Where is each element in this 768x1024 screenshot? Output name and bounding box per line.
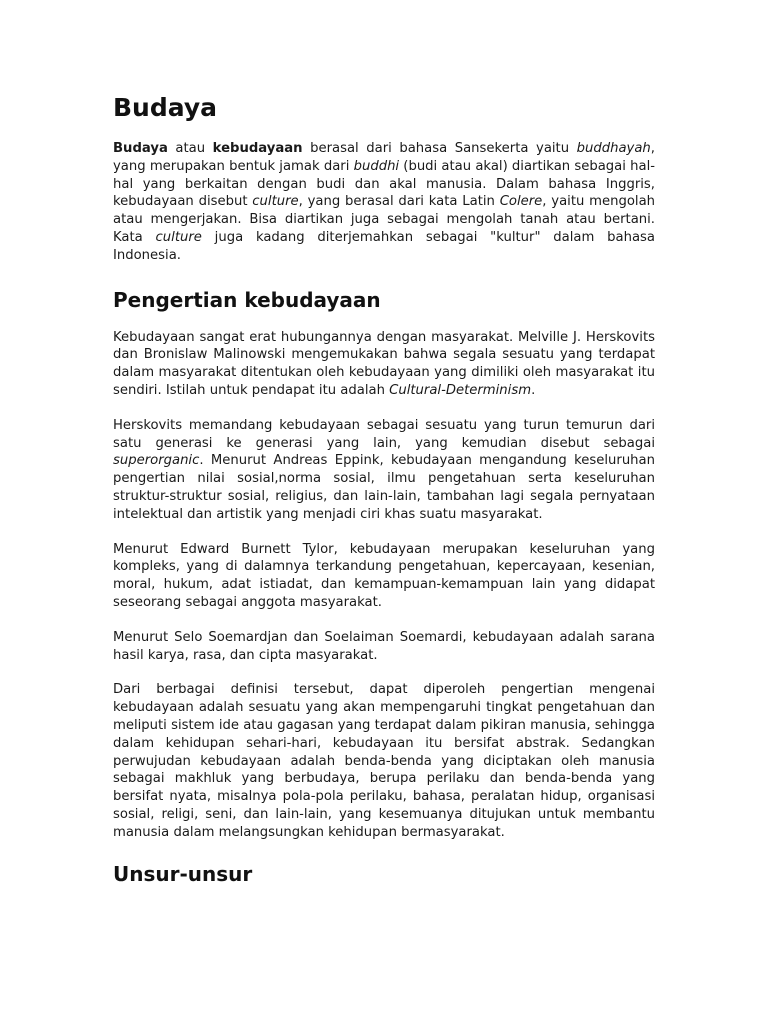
page-title: Budaya (113, 93, 218, 122)
paragraph-pengertian-4: Menurut Selo Soemardjan dan Soelaiman Soemardi, kebudayaan adalah sarana hasil karya, rasa, dan cipta masyarakat. (113, 629, 655, 663)
word-buddhi: buddhi (353, 158, 400, 174)
word-colere: Colere (499, 194, 543, 210)
section-heading-unsur: Unsur-unsur (113, 861, 253, 886)
term-superorganic: superorganic (113, 453, 200, 469)
paragraph-pengertian-1: Kebudayaan sangat erat hubungannya dengan masyarakat. Melville J. Herskovits dan Bronislaw Malinowski mengemukakan bahwa segala sesuatu yang terdapat dalam masyarakat ditentukan oleh kebudayaan yang dimiliki oleh masyarakat itu sendiri. Istilah untuk pendapat itu adalah Cultural-Determinism. (113, 329, 655, 398)
word-culture-2: culture (155, 229, 202, 245)
term-budaya: Budaya (113, 141, 168, 156)
intro-paragraph: Budaya atau kebudayaan berasal dari bahasa Sansekerta yaitu buddhayah, yang merupakan bentuk jamak dari buddhi (budi atau akal) diartikan sebagai hal-hal yang berkaitan dengan budi dan akal manusia. Dalam bahasa Inggris, kebudayaan disebut culture, yang berasal dari kata Latin Colere, yaitu mengolah atau mengerjakan. Bisa diartikan juga sebagai mengolah tanah atau bertani. Kata culture juga kadang diterjemahkan sebagai "kultur" dalam bahasa Indonesia. (113, 141, 656, 263)
paragraph-pengertian-5: Dari berbagai definisi tersebut, dapat diperoleh pengertian mengenai kebudayaan adalah sesuatu yang akan mempengaruhi tingkat pengetahuan dan meliputi sistem ide atau gagasan yang terdapat dalam pikiran manusia, sehingga dalam kehidupan sehari-hari, kebudayaan itu bersifat abstrak. Sedangkan perwujudan kebudayaan adalah benda-benda yang diciptakan oleh manusia sebagai makhluk yang berbudaya, berupa perilaku dan benda-benda yang bersifat nyata, misalnya pola-pola perilaku, bahasa, peralatan hidup, organisasi sosial, religi, seni, dan lain-lain, yang kesemuanya ditujukan untuk membantu manusia dalam melangsungkan kehidupan bermasyarakat. (113, 682, 655, 840)
word-buddhayah: buddhayah (576, 141, 651, 156)
paragraph-pengertian-3: Menurut Edward Burnett Tylor, kebudayaan merupakan keseluruhan yang kompleks, yang di dalamnya terkandung pengetahuan, kepercayaan, kesenian, moral, hukum, adat istiadat, dan kemampuan-kemampuan lain yang didapat seseorang sebagai anggota masyarakat. (113, 541, 655, 610)
section-heading-pengertian: Pengertian kebudayaan (113, 287, 381, 312)
paragraph-pengertian-2: Herskovits memandang kebudayaan sebagai sesuatu yang turun temurun dari satu generasi ke generasi yang lain, yang kemudian disebut sebagai superorganic. Menurut Andreas Eppink, kebudayaan mengandung keseluruhan pengertian nilai sosial,norma sosial, ilmu pengetahuan serta keseluruhan struktur-struktur sosial, religius, dan lain-lain, tambahan lagi segala pernyataan intelektual dan artistik yang menjadi ciri khas suatu masyarakat. (113, 417, 655, 522)
word-culture: culture (252, 194, 299, 210)
term-cultural-determinism: Cultural-Determinism (389, 382, 532, 398)
term-kebudayaan: kebudayaan (212, 141, 303, 156)
